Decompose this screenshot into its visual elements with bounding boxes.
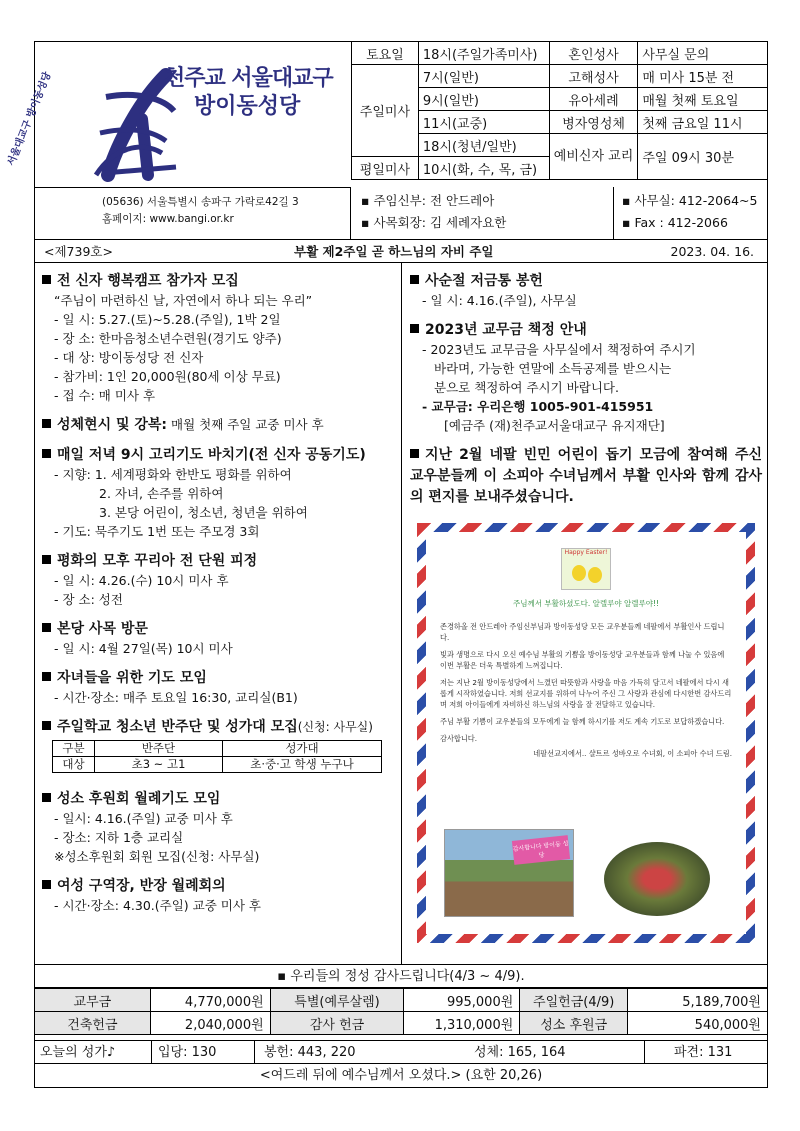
notice-line: 분으로 책정하여 주시기 바랍니다. (434, 380, 619, 395)
sunday-time: 7시(일반) (418, 65, 549, 88)
service-info: 매 미사 15분 전 (638, 65, 768, 88)
finance-title: ▪ 우리들의 정성 감사드립니다(4/3 ~ 4/9). (34, 964, 768, 988)
issue-number: <제739호> (44, 244, 113, 259)
staff-block: ▪ 주임신부: 전 안드레아 ▪ 사목회장: 김 세례자요한 (351, 187, 614, 239)
parish-address: (05636) 서울특별시 송파구 가락로42길 3 (102, 196, 299, 208)
notice-heading: 매일 저녁 9시 고리기도 바치기(전 신자 공동기도) (42, 445, 398, 465)
hymn-offertory: 봉헌: 443, 220 (264, 1045, 356, 1060)
pastor: 주임신부: 전 안드레아 (373, 193, 495, 208)
hymn-communion: 성체: 165, 164 (474, 1045, 566, 1060)
easter-card-icon: Happy Easter! (561, 548, 611, 590)
children-photo-1 (444, 829, 574, 917)
service-info: 첫째 금요일 11시 (638, 111, 768, 134)
council-president: 사목회장: 김 세례자요한 (373, 215, 507, 230)
hymn-dismissal: 파견: 131 (674, 1045, 733, 1060)
parish-name-line2: 방이동성당 (194, 94, 301, 119)
notice-line: - 장소: 지하 1층 교리실 (54, 830, 184, 845)
notice-heading: 전 신자 행복캠프 참가자 모집 (42, 271, 398, 291)
service-name: 고해성사 (549, 65, 638, 88)
finance-table: 교무금 4,770,000원 특별(예루살렘) 995,000원 주일헌금(4/9) 5,189,700원 건축헌금 2,040,000원 감사 헌금 1,310,000원 성소 후원금 540,000원 (34, 988, 768, 1035)
notice-heading: 주일학교 청소년 반주단 및 성가대 모집(신청: 사무실) (42, 717, 398, 737)
contact-block: ▪ 사무실: 412-2064~5 ▪ Fax : 412-2066 (622, 193, 758, 230)
weekday-time: 10시(화, 수, 목, 금) (418, 157, 549, 180)
notice-line: 3. 본당 어린이, 청소년, 청년을 위하여 (99, 505, 308, 520)
letter-signature: 네팔선교지에서.. 샬트르 성바오로 수녀회, 이 소피아 수녀 드림. (533, 749, 732, 758)
notice-line: - 일 시: 4월 27일(목) 10시 미사 (54, 641, 233, 656)
notice-line: - 대 상: 방이동성당 전 신자 (54, 350, 204, 365)
left-column (42, 263, 398, 915)
issue-title: 부활 제2주일 곧 하느님의 자비 주일 (294, 244, 494, 259)
notice-line: - 접 수: 매 미사 후 (54, 388, 156, 403)
service-info: 주일 09시 30분 (638, 134, 768, 180)
saturday-label: 토요일 (352, 42, 419, 65)
office-phone: 사무실: 412-2064~5 (634, 193, 758, 208)
service-info: 매월 첫째 토요일 (638, 88, 768, 111)
parish-name-line1: 천주교 서울대교구 (164, 66, 333, 91)
weekday-mass-label: 평일미사 (352, 157, 419, 180)
notice-line: ※성소후원회 회원 모집(신청: 사무실) (54, 849, 260, 864)
hymn-label: 오늘의 성가♪ (40, 1045, 116, 1060)
sunday-time: 11시(교중) (418, 111, 549, 134)
notice-line: - 지향: 1. 세계평화와 한반도 평화를 위하여 (54, 467, 292, 482)
notice-line: - 일시: 4.16.(주일) 교중 미사 후 (54, 811, 233, 826)
notice-line: - 참가비: 1인 20,000원(80세 이상 무료) (54, 369, 281, 384)
column-divider (401, 263, 402, 964)
notice-line: - 시간·장소: 4.30.(주일) 교중 미사 후 (54, 898, 261, 913)
letter-image (417, 523, 755, 943)
notice-heading: 평화의 모후 꾸리아 전 단원 피정 (42, 551, 398, 571)
issue-date: 2023. 04. 16. (670, 244, 754, 259)
notice-line: - 시간·장소: 매주 토요일 16:30, 교리실(B1) (54, 690, 298, 705)
notice-line: 바라며, 가능한 연말에 소득공제를 받으시는 (434, 361, 672, 376)
sunday-time: 18시(청년/일반) (418, 134, 549, 157)
notice-heading: 2023년 교무금 책정 안내 (410, 320, 762, 340)
letter-paragraph: 주님 부활 기쁨이 교우분들의 모두에게 늘 함께 하시기를 저도 계속 기도로 보답하겠습니다. (440, 717, 725, 726)
saturday-time: 18시(주일가족미사) (418, 42, 549, 65)
notice-heading: 성체현시 및 강복: 매월 첫째 주일 교중 미사 후 (42, 415, 398, 435)
hymn-entrance: 입당: 130 (158, 1045, 217, 1060)
right-column (410, 263, 762, 508)
sunday-time: 9시(일반) (418, 88, 549, 111)
notice-line: - 장 소: 한마음청소년수련원(경기도 양주) (54, 331, 282, 346)
service-name: 병자영성체 (549, 111, 638, 134)
notice-line: - 기도: 묵주기도 1번 또는 주모경 3회 (54, 524, 260, 539)
children-photo-2 (604, 842, 710, 916)
parish-homepage: 홈페이지: www.bangi.or.kr (102, 213, 234, 225)
notice-heading: 성소 후원회 월례기도 모임 (42, 789, 398, 809)
notice-heading: 여성 구역장, 반장 월례회의 (42, 876, 398, 896)
parish-address-block (34, 187, 351, 239)
service-name: 유아세례 (549, 88, 638, 111)
notice-quote: “주님이 마련하신 날, 자연에서 하나 되는 우리” (54, 293, 313, 308)
parish-logo-area (5, 41, 351, 187)
notice-heading: 사순절 저금통 봉헌 (410, 271, 762, 291)
service-name: 혼인성사 (549, 42, 638, 65)
account-holder: [예금주 (재)천주교서울대교구 유지재단] (444, 418, 665, 433)
vertical-parish-name: 서울대교구 방이동성당 (5, 70, 54, 168)
fax-number: Fax : 412-2066 (634, 215, 728, 230)
issue-bar (34, 239, 768, 263)
notice-line: - 일 시: 4.16.(주일), 사무실 (422, 293, 577, 308)
letter-paragraph: 존경하올 전 안드레아 주임신부님과 방이동성당 모든 교우분들께 네팔에서 부활인사 드립니다. (440, 622, 725, 642)
notice-line: - 장 소: 성전 (54, 592, 123, 607)
notice-heading: 지난 2월 네팔 빈민 어린이 돕기 모금에 참여해 주신 교우분들께 이 소피아 수녀님께서 부활 인사와 함께 감사의 편지를 보내주셨습니다. (410, 447, 762, 505)
account-line: - 교무금: 우리은행 1005-901-415951 (422, 399, 654, 414)
letter-paragraph: 빛과 생명으로 다시 오신 예수님 부활의 기쁨을 방이동성당 교우분들과 함께 나눌 수 있음에 이번 부활은 더욱 특별하게 느껴집니다. (440, 650, 725, 670)
notice-line: - 일 시: 5.27.(토)~5.28.(주일), 1박 2일 (54, 312, 281, 327)
service-name: 예비신자 교리 (549, 134, 638, 180)
letter-paragraph: 감사합니다. (440, 734, 478, 743)
notice-line: - 일 시: 4.26.(수) 10시 미사 후 (54, 573, 229, 588)
notice-heading: 자녀들을 위한 기도 모임 (42, 668, 398, 688)
hymn-row (34, 1040, 768, 1064)
mass-schedule-table (351, 41, 768, 180)
youth-recruit-table: 구분 반주단 성가대 대상 초3 ~ 고1 초·중·고 학생 누구나 (52, 740, 382, 773)
notice-heading: 본당 사목 방문 (42, 619, 398, 639)
thank-you-sign: 감사합니다 방이동 성당 (512, 835, 570, 865)
letter-paragraph: 저는 지난 2월 방이동성당에서 느꼈던 따뜻함과 사랑을 마음 가득히 담고서 네팔에서 다시 새롭게 시작하였습니다. 저희 선교지를 위하여 나누어 주신 그 사랑과 관심에 다시한번 감사드리며 저희 아이들에게 자비하신 하느님의 사랑을 잘 전달하고 있습니다. (440, 678, 732, 709)
letter-greeting: 주님께서 부활하셨도다. 알렐루야 알렐루야!! (513, 599, 659, 608)
notice-line: 2. 자녀, 손주를 위하여 (99, 486, 224, 501)
sunday-mass-label: 주일미사 (352, 65, 419, 157)
gospel-verse: <여드레 뒤에 예수님께서 오셨다.> (요한 20,26) (259, 1068, 543, 1083)
notice-line: - 2023년도 교무금을 사무실에서 책정하여 주시기 (422, 342, 696, 357)
service-info: 사무실 문의 (638, 42, 768, 65)
